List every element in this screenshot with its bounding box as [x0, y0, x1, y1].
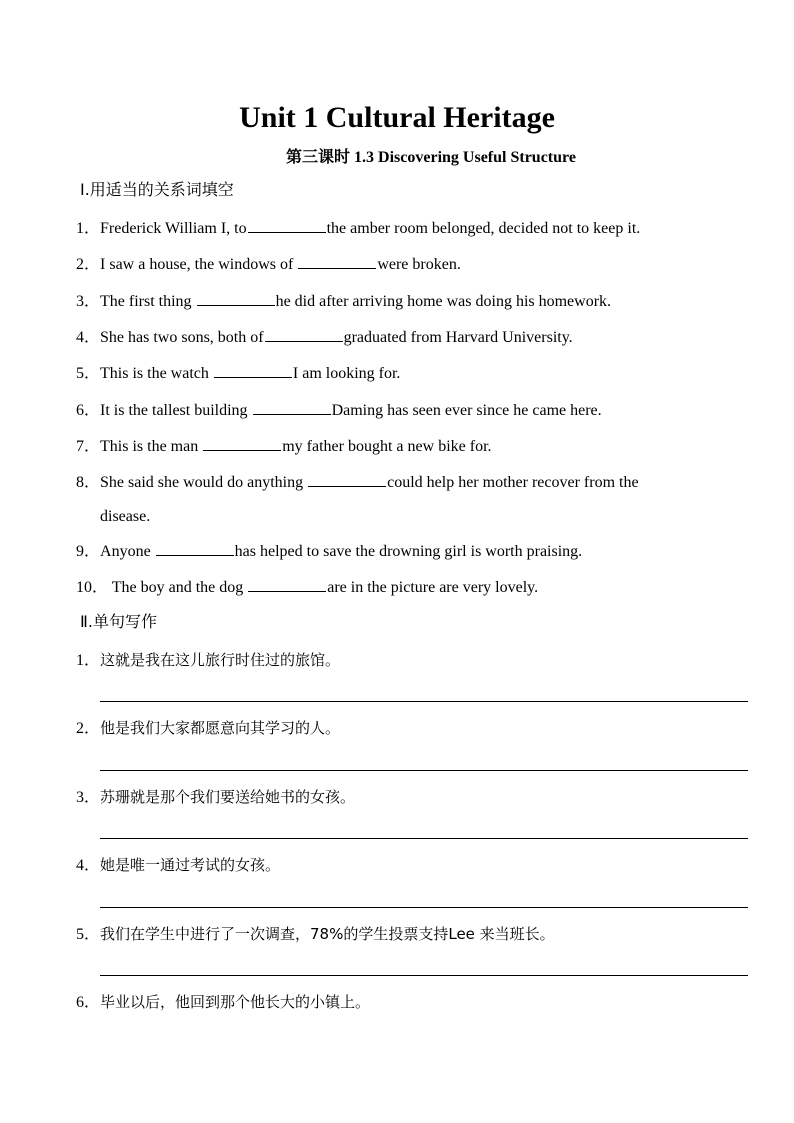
fill-item-2 [76, 252, 461, 277]
answer-line-5[interactable] [100, 975, 748, 976]
section2-heading: Ⅱ.单句写作 [80, 612, 157, 631]
item-number: 1． [76, 652, 101, 669]
item-number: 4． [76, 857, 101, 874]
item-text-before: Frederick William I, to [100, 220, 247, 237]
item-number: 9． [76, 543, 101, 560]
item-prompt: 这就是我在这儿旅行时住过的旅馆。 [100, 651, 341, 669]
item-number: 2． [76, 720, 101, 737]
fill-item-3 [76, 289, 611, 314]
section1-heading: Ⅰ.用适当的关系词填空 [80, 180, 234, 199]
item-text-after: my father bought a new bike for. [282, 438, 492, 455]
item-number: 3． [76, 789, 101, 806]
answer-line-4[interactable] [100, 907, 748, 908]
item-text-before: The first thing [100, 293, 196, 310]
item-text-before: It is the tallest building [100, 402, 252, 419]
answer-blank[interactable] [203, 434, 281, 451]
translate-item-5 [76, 922, 555, 947]
item-text-before: She said she would do anything [100, 474, 308, 491]
item-prompt: 我们在学生中进行了一次调查，78%的学生投票支持Lee 来当班长。 [100, 925, 555, 943]
item-number: 6． [76, 402, 101, 419]
item-text-before: This is the man [100, 438, 203, 455]
answer-blank[interactable] [298, 252, 376, 269]
answer-line-3[interactable] [100, 838, 748, 839]
item-text-after: the amber room belonged, decided not to keep it. [326, 220, 641, 237]
fill-item-8 [76, 470, 639, 495]
item-text-after: Daming has seen ever since he came here. [331, 402, 602, 419]
answer-blank[interactable] [248, 575, 326, 592]
answer-blank[interactable] [248, 216, 326, 233]
item-text-after: were broken. [377, 256, 461, 273]
item-text-after: I am looking for. [292, 365, 401, 382]
item-number: 3． [76, 293, 101, 310]
item-prompt: 他是我们大家都愿意向其学习的人。 [100, 719, 341, 737]
fill-item-5 [76, 361, 400, 386]
item-number: 10． [76, 579, 109, 596]
translate-item-6 [76, 990, 370, 1015]
fill-item-7 [76, 434, 492, 459]
item-text-before: The boy and the dog [108, 579, 248, 596]
item-number: 8． [76, 474, 101, 491]
item-number: 4． [76, 329, 101, 346]
translate-item-2 [76, 716, 340, 741]
answer-blank[interactable] [214, 361, 292, 378]
fill-item-4 [76, 325, 573, 350]
item-number: 1． [76, 220, 101, 237]
item-prompt: 她是唯一通过考试的女孩。 [100, 856, 281, 874]
translate-item-4 [76, 853, 280, 878]
item-text-before: She has two sons, both of [100, 329, 264, 346]
item-number: 7． [76, 438, 101, 455]
item-text-after: could help her mother recover from the [387, 474, 639, 491]
item-text-after: graduated from Harvard University. [343, 329, 573, 346]
item-text-after: has helped to save the drowning girl is worth praising. [234, 543, 583, 560]
answer-blank[interactable] [253, 398, 331, 415]
fill-item-9 [76, 539, 582, 564]
item-text-before: I saw a house, the windows of [100, 256, 298, 273]
item-prompt: 苏珊就是那个我们要送给她书的女孩。 [100, 788, 356, 806]
item-text-before: Anyone [100, 543, 155, 560]
answer-blank[interactable] [308, 470, 386, 487]
item-number: 5． [76, 926, 101, 943]
item-text-before: This is the watch [100, 365, 213, 382]
answer-blank[interactable] [156, 539, 234, 556]
item-prompt: 毕业以后，他回到那个他长大的小镇上。 [100, 993, 371, 1011]
item-number: 6． [76, 994, 101, 1011]
fill-item-10 [76, 575, 538, 600]
page-title: Unit 1 Cultural Heritage [239, 101, 555, 134]
translate-item-1 [76, 648, 340, 673]
answer-blank[interactable] [197, 289, 275, 306]
fill-item-8-continuation: disease. [100, 508, 151, 525]
fill-item-1 [76, 216, 640, 241]
answer-line-2[interactable] [100, 770, 748, 771]
item-number: 5． [76, 365, 101, 382]
item-number: 2． [76, 256, 101, 273]
fill-item-6 [76, 398, 602, 423]
page-subtitle: 第三课时 1.3 Discovering Useful Structure [286, 149, 576, 166]
item-text-after: are in the picture are very lovely. [327, 579, 539, 596]
item-text-after: he did after arriving home was doing his homework. [275, 293, 612, 310]
translate-item-3 [76, 785, 355, 810]
answer-line-1[interactable] [100, 701, 748, 702]
answer-blank[interactable] [265, 325, 343, 342]
